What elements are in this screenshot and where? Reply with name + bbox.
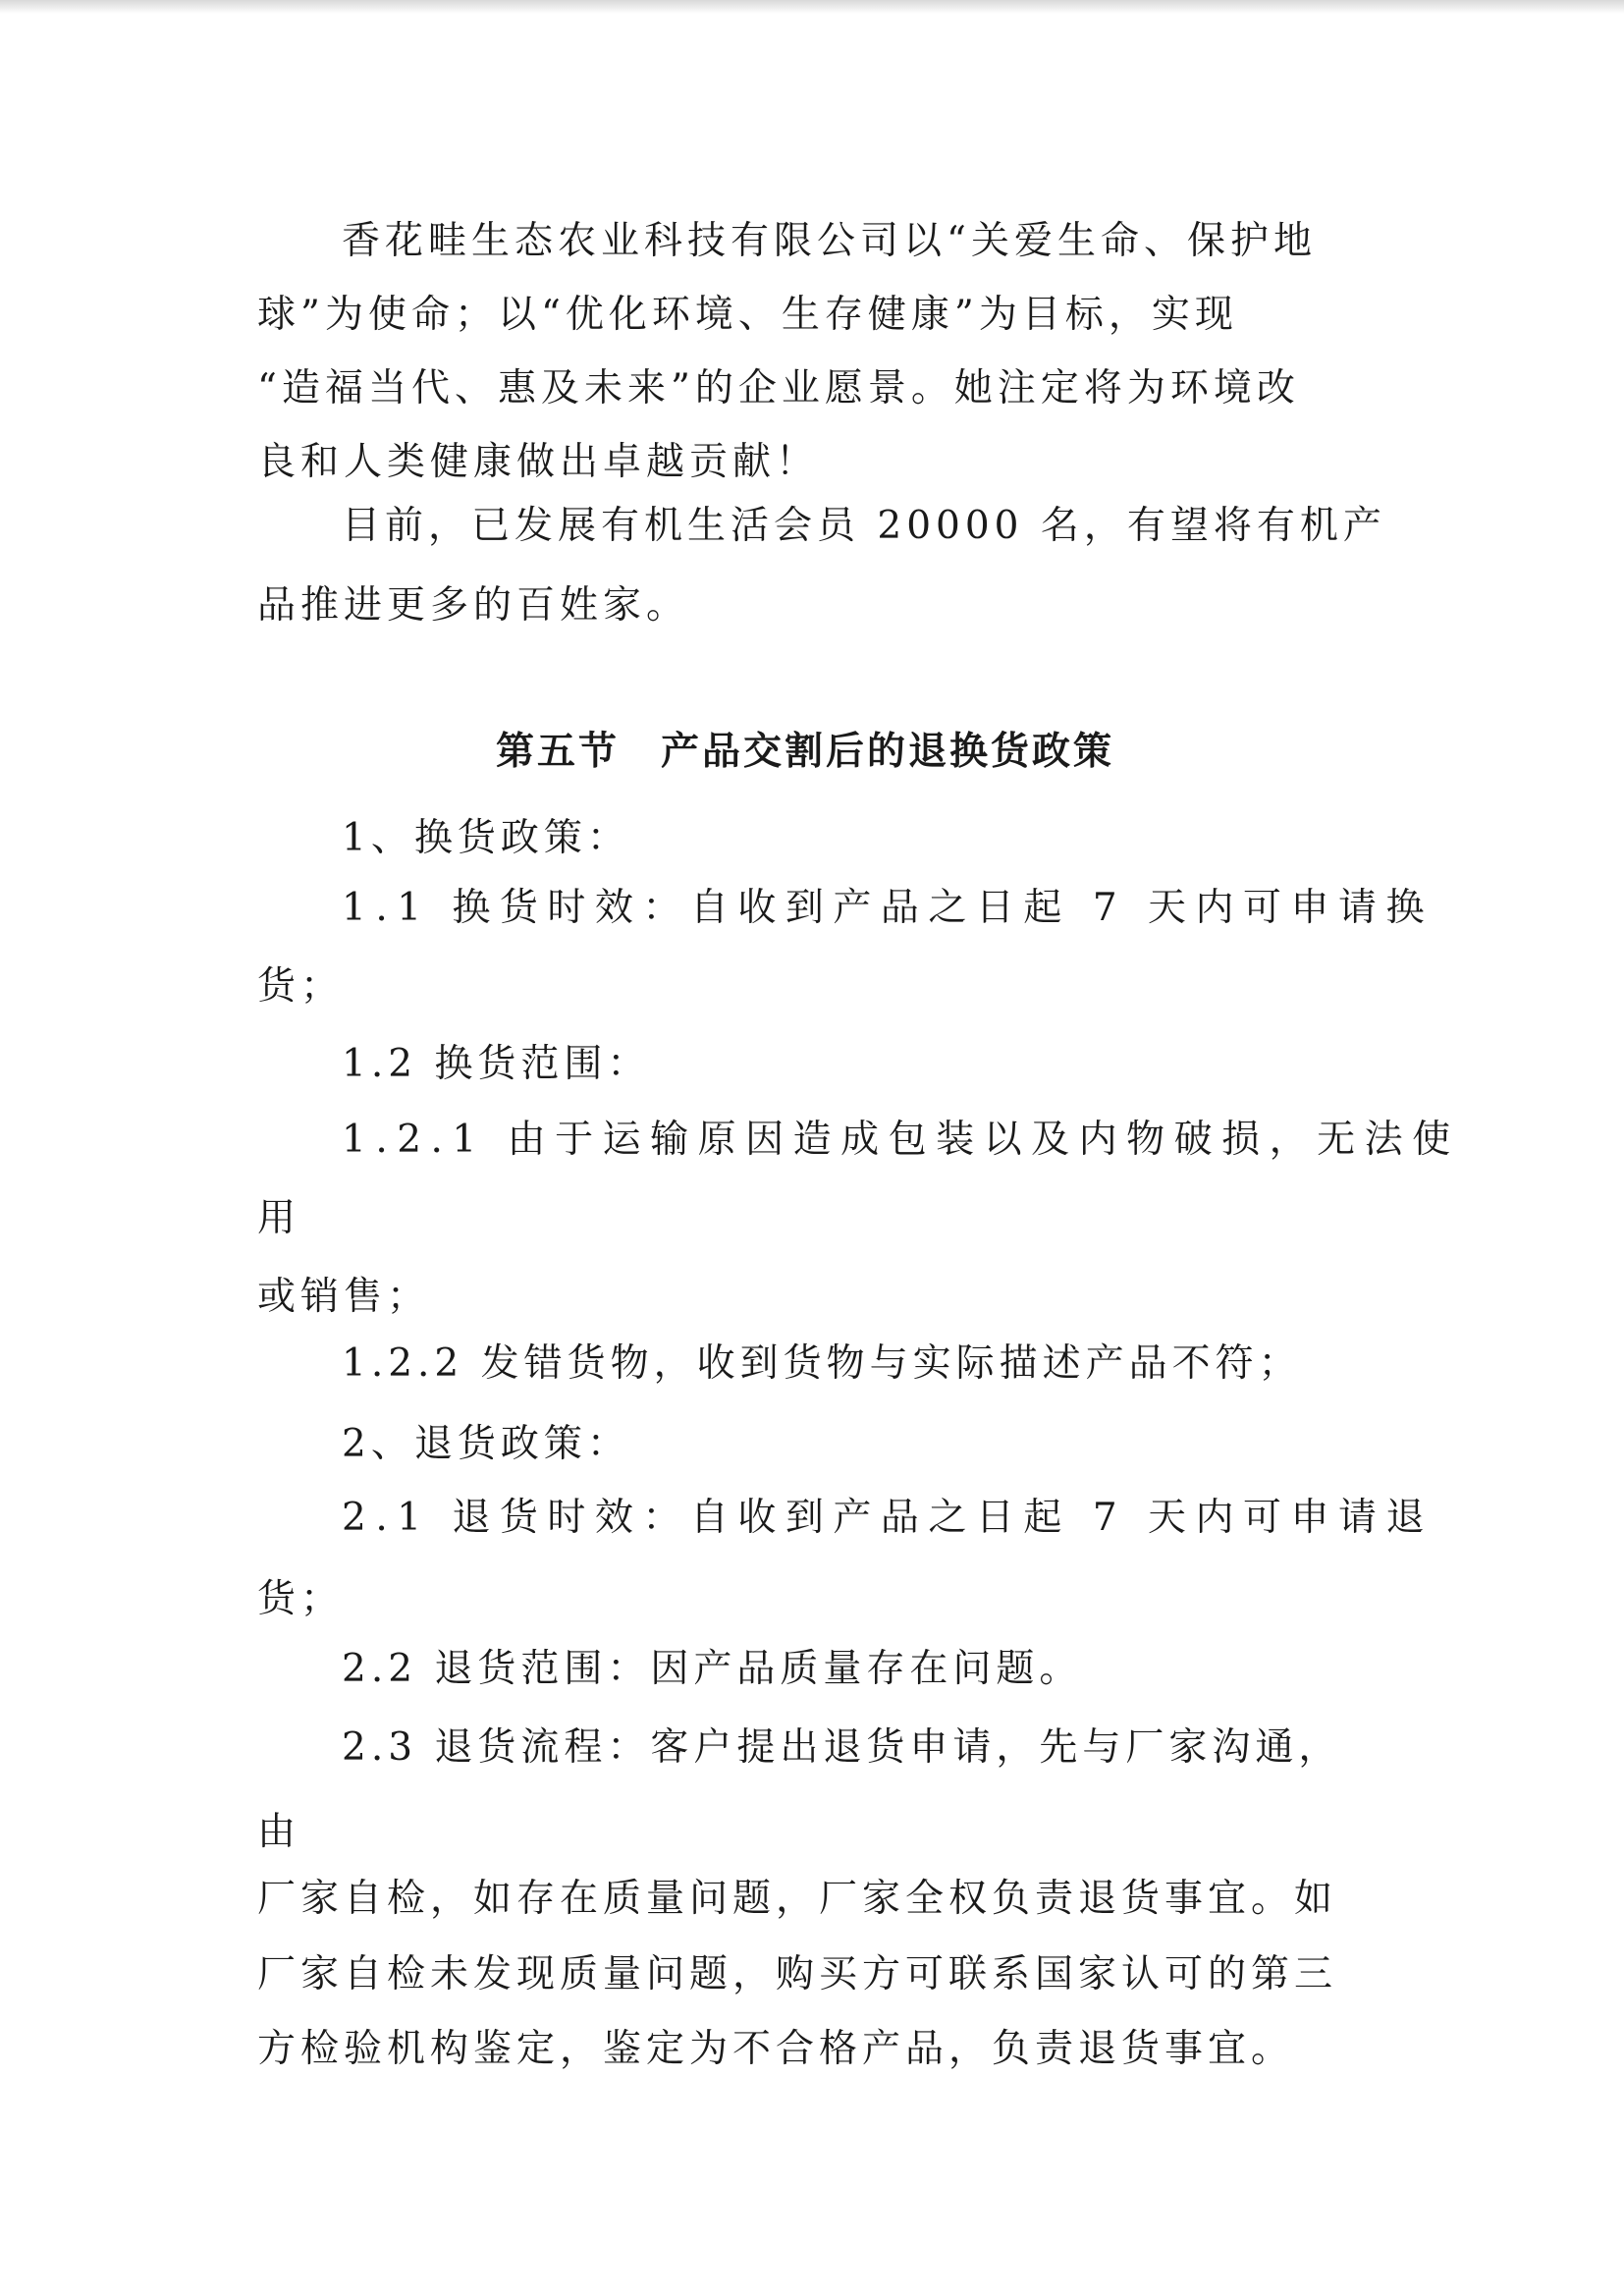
- members-line-1: 目前，已发展有机生活会员 20000 名，有望将有机产: [342, 504, 1386, 548]
- members-line-2: 品推进更多的百姓家。: [257, 583, 690, 628]
- return-time-line-2: 货；: [257, 1577, 345, 1621]
- return-process-line-2: 由: [257, 1810, 301, 1854]
- intro-line-1: 香花畦生态农业科技有限公司以“关爱生命、保护地: [342, 219, 1317, 263]
- exchange-scope-2: 1.2.2 发错货物，收到货物与实际描述产品不符；: [342, 1341, 1302, 1386]
- return-process-line-1: 2.3 退货流程：客户提出退货申请，先与厂家沟通，: [342, 1725, 1342, 1770]
- exchange-time-line-1: 1.1 换货时效：自收到产品之日起 7 天内可申请换: [342, 886, 1435, 930]
- return-process-line-3: 厂家自检，如存在质量问题，厂家全权负责退货事宜。如: [257, 1877, 1338, 1921]
- return-process-line-5: 方检验机构鉴定，鉴定为不合格产品，负责退货事宜。: [257, 2027, 1295, 2071]
- return-process-line-4: 厂家自检未发现质量问题，购买方可联系国家认可的第三: [257, 1952, 1338, 1996]
- exchange-heading: 1、换货政策：: [342, 816, 630, 860]
- return-time-line-1: 2.1 退货时效：自收到产品之日起 7 天内可申请退: [342, 1496, 1435, 1540]
- exchange-scope-1-line-1: 1.2.1 由于运输原因造成包装以及内物破损，无法使: [342, 1118, 1460, 1162]
- intro-line-2: 球”为使命；以“优化环境、生存健康”为目标，实现: [257, 293, 1238, 337]
- return-scope: 2.2 退货范围：因产品质量存在问题。: [342, 1647, 1083, 1691]
- intro-line-3: “造福当代、惠及未来”的企业愿景。她注定将为环境改: [257, 366, 1300, 410]
- return-heading: 2、退货政策：: [342, 1422, 630, 1466]
- intro-line-4: 良和人类健康做出卓越贡献！: [257, 440, 820, 484]
- exchange-scope-1-line-3: 或销售；: [257, 1275, 431, 1319]
- section-title: 第五节 产品交割后的退换货政策: [496, 729, 1115, 774]
- scan-edge: [0, 0, 1624, 14]
- exchange-time-line-2: 货；: [257, 964, 345, 1009]
- exchange-scope-heading: 1.2 换货范围：: [342, 1042, 651, 1086]
- exchange-scope-1-line-2: 用: [257, 1196, 301, 1240]
